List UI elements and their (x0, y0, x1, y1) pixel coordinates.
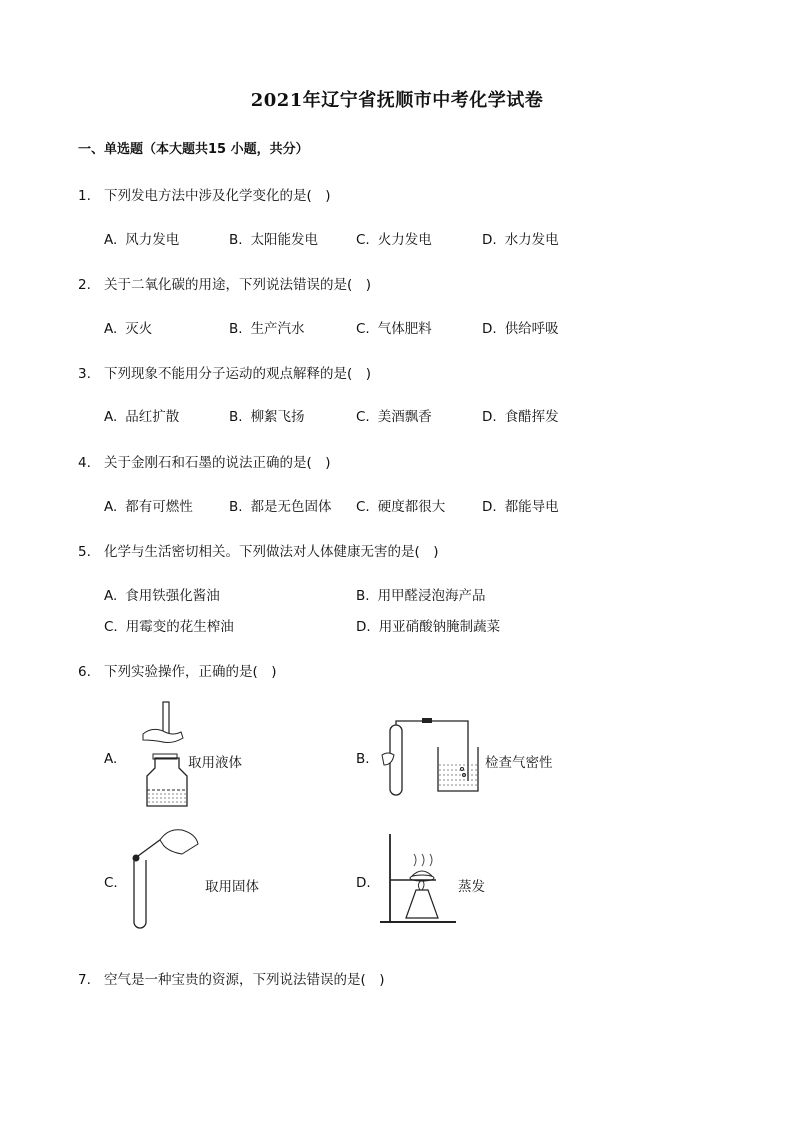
question-number: 2. (78, 277, 91, 293)
option-b (229, 228, 318, 248)
option-text: 食用铁强化酱油 (125, 588, 220, 604)
option-c (356, 495, 445, 515)
option-d (356, 615, 500, 635)
option-d-text: 蒸发 (458, 879, 485, 895)
option-a (104, 495, 193, 515)
question-2 (78, 273, 371, 293)
option-text: 都是无色固体 (250, 499, 332, 515)
question-1 (78, 184, 331, 204)
question-number: 5. (78, 544, 91, 560)
option-d (482, 228, 559, 248)
question-text: 关于金刚石和石墨的说法正确的是( ) (104, 455, 331, 471)
option-b-label: B. (356, 751, 370, 767)
option-c (356, 405, 432, 425)
option-d-label: D. (356, 875, 371, 891)
option-text: 太阳能发电 (250, 232, 319, 248)
option-label: D. (482, 499, 497, 515)
option-text: 用亚硝酸钠腌制蔬菜 (378, 619, 501, 635)
option-text: 供给呼吸 (504, 321, 559, 337)
section-heading: 一、单选题（本大题共15 小题，共分） (78, 142, 309, 157)
solid-taking-figure (120, 828, 200, 933)
option-text: 火力发电 (377, 232, 432, 248)
question-4 (78, 451, 331, 471)
option-c-label: C. (104, 875, 118, 891)
option-label: A. (104, 321, 118, 337)
option-text: 灭火 (125, 321, 153, 337)
option-c (104, 615, 234, 635)
question-6 (78, 660, 277, 680)
option-text: 用霉变的花生榨油 (125, 619, 234, 635)
option-a-label: A. (104, 751, 118, 767)
option-c (356, 317, 432, 337)
option-text: 生产汽水 (250, 321, 305, 337)
option-b (229, 495, 332, 515)
option-label: C. (356, 409, 370, 425)
option-label: A. (104, 409, 118, 425)
option-text: 用甲醛浸泡海产品 (377, 588, 486, 604)
option-b (229, 317, 305, 337)
option-c (356, 228, 432, 248)
option-label: C. (356, 499, 370, 515)
option-label: A. (104, 499, 118, 515)
question-number: 6. (78, 664, 91, 680)
option-text: 柳絮飞扬 (250, 409, 305, 425)
option-d (482, 405, 559, 425)
option-text: 食醋挥发 (504, 409, 559, 425)
option-text: 都能导电 (504, 499, 559, 515)
option-label: C. (356, 321, 370, 337)
question-number: 3. (78, 366, 91, 382)
option-text: 硬度都很大 (377, 499, 446, 515)
airtightness-figure (378, 715, 478, 800)
question-number: 7. (78, 972, 91, 988)
option-text: 都有可燃性 (125, 499, 193, 515)
option-a-text: 取用液体 (188, 755, 242, 771)
option-d (482, 317, 559, 337)
option-text: 美酒飘香 (377, 409, 432, 425)
option-label: D. (356, 619, 371, 635)
option-b (229, 405, 305, 425)
question-number: 1. (78, 188, 91, 204)
option-label: B. (229, 232, 243, 248)
question-number: 4. (78, 455, 91, 471)
question-text: 化学与生活密切相关。下列做法对人体健康无害的是( ) (104, 544, 439, 560)
question-5 (78, 540, 439, 560)
option-label: D. (482, 321, 497, 337)
question-3 (78, 362, 371, 382)
option-label: B. (229, 409, 243, 425)
liquid-pouring-figure (135, 700, 195, 810)
question-text: 下列发电方法中涉及化学变化的是( ) (104, 188, 331, 204)
option-text: 气体肥料 (377, 321, 432, 337)
option-label: B. (356, 588, 370, 604)
option-a (104, 405, 179, 425)
option-a (104, 228, 179, 248)
question-text: 下列现象不能用分子运动的观点解释的是( ) (104, 366, 372, 382)
question-7 (78, 968, 385, 988)
option-label: B. (229, 321, 243, 337)
option-text: 风力发电 (125, 232, 180, 248)
option-label: C. (104, 619, 118, 635)
option-d (482, 495, 559, 515)
exam-title: 2021年辽宁省抚顺市中考化学试卷 (250, 90, 544, 111)
option-text: 品红扩散 (125, 409, 180, 425)
option-label: A. (104, 588, 118, 604)
question-text: 关于二氧化碳的用途，下列说法错误的是( ) (104, 277, 372, 293)
option-label: A. (104, 232, 118, 248)
option-label: D. (482, 409, 497, 425)
evaporation-figure (378, 832, 458, 924)
question-text: 下列实验操作，正确的是( ) (104, 664, 277, 680)
option-label: C. (356, 232, 370, 248)
question-text: 空气是一种宝贵的资源，下列说法错误的是( ) (104, 972, 385, 988)
option-b (356, 584, 486, 604)
option-text: 水力发电 (504, 232, 559, 248)
option-a (104, 584, 220, 604)
option-c-text: 取用固体 (205, 879, 259, 895)
option-a (104, 317, 152, 337)
option-label: D. (482, 232, 497, 248)
option-label: B. (229, 499, 243, 515)
option-b-text: 检查气密性 (485, 755, 553, 771)
